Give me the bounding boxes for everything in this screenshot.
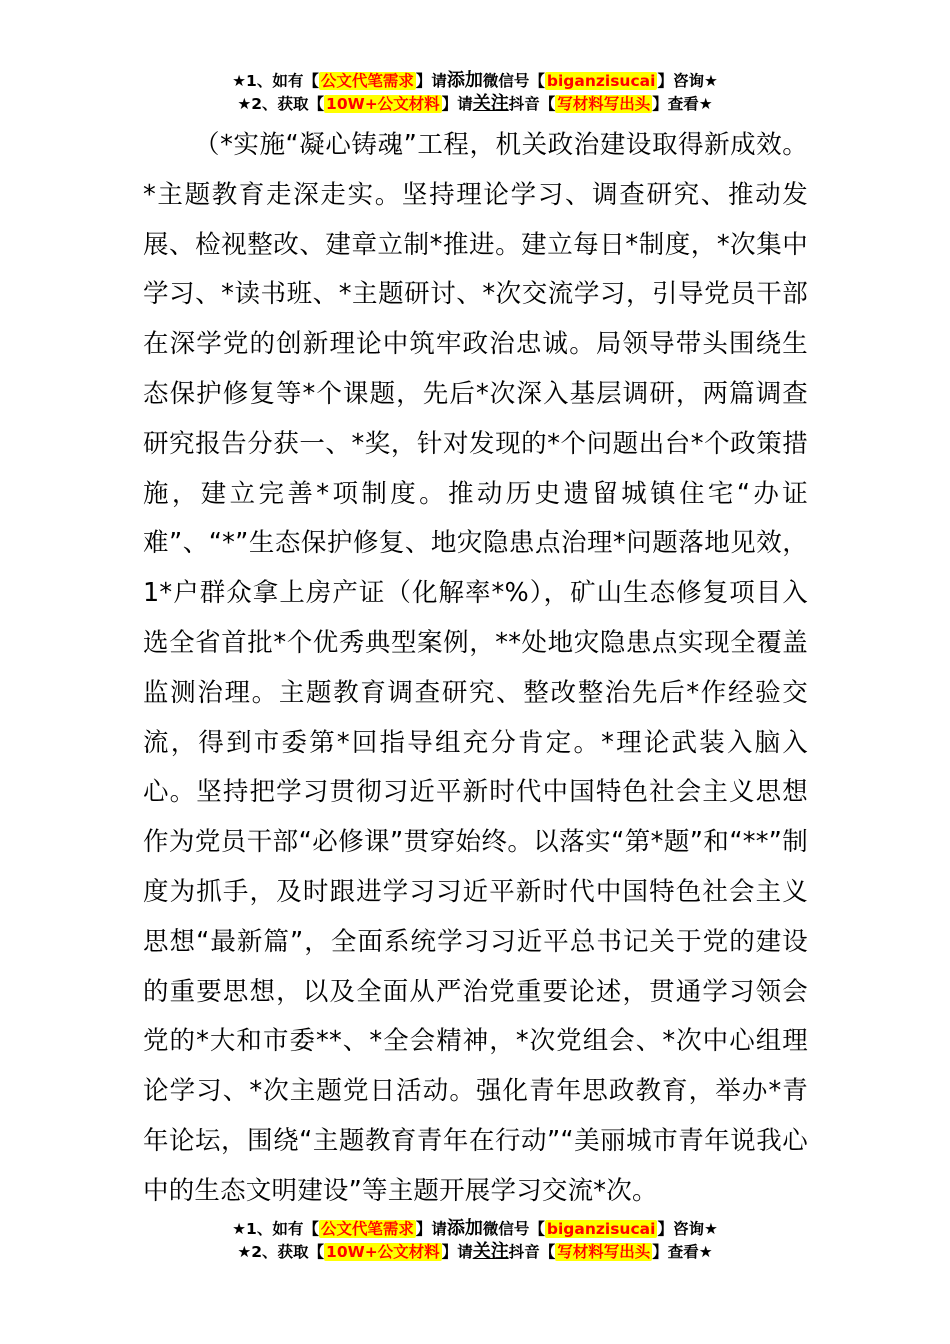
- banner-emphasis: 添加: [446, 1218, 483, 1239]
- document-paragraph: （*实施“凝心铸魂”工程，机关政治建设取得新成效。*主题教育走深走实。坚持理论学习、调查研究、推动发展、检视整改、建章立制*推进。建立每日*制度，*次集中学习、*读书班、*主题研讨、*次交流学习，引导党员干部在深学党的创新理论中筑牢政治忠诚。局领导带头围绕生态保护修复等*个课题，先后*次深入基层调研，两篇调查研究报告分获一、*奖，针对发现的*个问题出台*个政策措施，建立完善*项制度。推动历史遗留城镇住宅“办证难”、“*”生态保护修复、地灾隐患点治理*问题落地见效，1*户群众拿上房产证（化解率*%），矿山生态修复项目入选全省首批*个优秀典型案例，**处地灾隐患点实现全覆盖监测治理。主题教育调查研究、整改整治先后*作经验交流，得到市委第*回指导组充分肯定。*理论武装入脑入心。坚持把学习贯彻习近平新时代中国特色社会主义思想作为党员干部“必修课”贯穿始终。以落实“第*题”和“**”制度为抓手，及时跟进学习习近平新时代中国特色社会主义思想“最新篇”，全面系统学习习近平总书记关于党的建设的重要思想，以及全面从严治党重要论述，贯通学习领会党的*大和市委**、*全会精神，*次党组会、*次中心组理论学习、*次主题党日活动。强化青年思政教育，举办*青年论坛，围绕“主题教育青年在行动”“美丽城市青年说我心中的生态文明建设”等主题开展学习交流*次。: [143, 130, 808, 1206]
- footer-banner: [0, 1218, 950, 1264]
- banner-text: 】请: [415, 1220, 447, 1238]
- banner-highlight-service: 公文代笔需求: [320, 72, 414, 90]
- banner-line-1: [0, 1218, 950, 1241]
- banner-line-2: [0, 1241, 950, 1264]
- banner-text: 抖音【: [508, 1243, 556, 1261]
- banner-text: 】请: [441, 95, 473, 113]
- banner-text: ★1、如有【: [232, 72, 319, 90]
- banner-text: ★1、如有【: [232, 1220, 319, 1238]
- banner-text: 】请: [415, 72, 447, 90]
- banner-text: ★2、获取【: [237, 95, 325, 113]
- banner-text: 】请: [441, 1243, 473, 1261]
- header-banner: [0, 70, 950, 116]
- banner-text: 】咨询★: [657, 72, 718, 90]
- banner-line-2: [0, 93, 950, 116]
- banner-highlight-douyin: 写材料写出头: [557, 95, 651, 113]
- banner-highlight-wechat: biganzisucai: [546, 1220, 656, 1238]
- banner-emphasis: 关注: [472, 1241, 509, 1262]
- banner-emphasis: 添加: [446, 70, 483, 91]
- banner-highlight-materials: 10W+公文材料: [326, 95, 440, 113]
- banner-highlight-douyin: 写材料写出头: [557, 1243, 651, 1261]
- banner-line-1: [0, 70, 950, 93]
- banner-text: 】查看★: [652, 1243, 713, 1261]
- banner-text: 抖音【: [508, 95, 556, 113]
- banner-highlight-wechat: biganzisucai: [546, 72, 656, 90]
- banner-text: 】咨询★: [657, 1220, 718, 1238]
- banner-emphasis: 关注: [472, 93, 509, 114]
- banner-highlight-service: 公文代笔需求: [320, 1220, 414, 1238]
- banner-highlight-materials: 10W+公文材料: [326, 1243, 440, 1261]
- banner-text: 微信号【: [482, 72, 545, 90]
- banner-text: ★2、获取【: [237, 1243, 325, 1261]
- banner-text: 】查看★: [652, 95, 713, 113]
- banner-text: 微信号【: [482, 1220, 545, 1238]
